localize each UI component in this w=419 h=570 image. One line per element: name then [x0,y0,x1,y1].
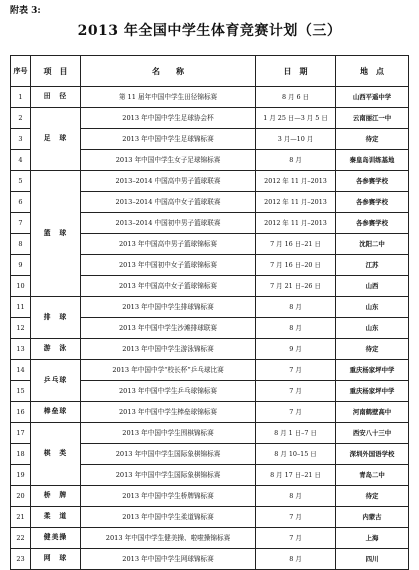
table-header-row [11,56,409,87]
row-number: 9 [11,255,31,276]
row-date: 8 月 [256,549,336,570]
table-row [11,108,409,129]
row-venue: 上海 [336,528,409,549]
row-category: 健美操 [31,528,81,549]
row-category: 田 径 [31,87,81,108]
row-number: 11 [11,297,31,318]
row-date: 8 月 [256,297,336,318]
row-category: 足 球 [31,108,81,171]
row-event-name: 2013–2014 中国高中女子篮球联赛 [81,192,256,213]
table-row [11,423,409,444]
row-number: 19 [11,465,31,486]
table-row [11,339,409,360]
row-number: 8 [11,234,31,255]
row-category: 排 球 [31,297,81,339]
row-venue: 山西平遥中学 [336,87,409,108]
row-date: 7 月 [256,528,336,549]
row-date: 8 月 10–15 日 [256,444,336,465]
row-number: 21 [11,507,31,528]
row-event-name: 2013 年中国中学生围棋锦标赛 [81,423,256,444]
row-number: 10 [11,276,31,297]
row-date: 2012 年 11 月–2013 [256,213,336,234]
row-number: 13 [11,339,31,360]
row-event-name: 2013 年中国中学生足球锦标赛 [81,129,256,150]
row-event-name: 第 11 届年中国中学生田径锦标赛 [81,87,256,108]
row-number: 16 [11,402,31,423]
row-venue: 待定 [336,486,409,507]
row-venue: 待定 [336,129,409,150]
row-number: 17 [11,423,31,444]
row-date: 2012 年 11 月–2013 [256,171,336,192]
row-category: 柔 道 [31,507,81,528]
row-venue: 重庆杨家坪中学 [336,381,409,402]
row-number: 2 [11,108,31,129]
row-date: 9 月 [256,339,336,360]
row-date: 7 月 [256,381,336,402]
table-body [11,87,409,570]
row-venue: 内蒙古 [336,507,409,528]
table-row [11,549,409,570]
table-row [11,87,409,108]
row-date: 3 月—10 月 [256,129,336,150]
table-row [11,507,409,528]
row-event-name: 2013 年中国中学生网球锦标赛 [81,549,256,570]
row-venue: 沈阳二中 [336,234,409,255]
row-date: 7 月 [256,402,336,423]
row-number: 14 [11,360,31,381]
row-event-name: 2013 年中国中学生国际象棋锦标赛 [81,465,256,486]
row-event-name: 2013 年中国中学生桥牌锦标赛 [81,486,256,507]
header-name: 名 称 [81,56,256,87]
row-venue: 山西 [336,276,409,297]
row-event-name: 2013 年中国中学生沙滩排球联赛 [81,318,256,339]
row-number: 18 [11,444,31,465]
table-row [11,297,409,318]
table-row [11,171,409,192]
row-number: 22 [11,528,31,549]
row-date: 8 月 6 日 [256,87,336,108]
row-date: 7 月 [256,360,336,381]
row-category: 桥 牌 [31,486,81,507]
row-event-name: 2013 年中国高中男子篮球锦标赛 [81,234,256,255]
row-venue: 秦皇岛训练基地 [336,150,409,171]
row-event-name: 2013 年中国初中女子篮球锦标赛 [81,255,256,276]
row-number: 3 [11,129,31,150]
row-event-name: 2013 年中国中学生健美操、啦啦操锦标赛 [81,528,256,549]
row-venue: 重庆杨家坪中学 [336,360,409,381]
row-date: 8 月 1 日–7 日 [256,423,336,444]
row-number: 5 [11,171,31,192]
attachment-label: 附表 3: [10,6,41,16]
row-venue: 西安八十三中 [336,423,409,444]
row-venue: 江苏 [336,255,409,276]
row-number: 7 [11,213,31,234]
row-number: 4 [11,150,31,171]
row-date: 1 月 25 日—3 月 5 日 [256,108,336,129]
table-row [11,486,409,507]
row-number: 6 [11,192,31,213]
row-event-name: 2013 年中国中学生女子足球锦标赛 [81,150,256,171]
row-event-name: 2013 年中国中学生游泳锦标赛 [81,339,256,360]
table-row [11,528,409,549]
row-number: 23 [11,549,31,570]
header-date: 日 期 [256,56,336,87]
row-category: 棒垒球 [31,402,81,423]
row-event-name: 2013 年中国中学生足球协会杯 [81,108,256,129]
row-date: 8 月 [256,150,336,171]
row-category: 游 泳 [31,339,81,360]
row-venue: 各参赛学校 [336,213,409,234]
row-date: 7 月 [256,507,336,528]
row-date: 8 月 [256,318,336,339]
row-event-name: 2013–2014 中国高中男子篮球联赛 [81,171,256,192]
row-venue: 云南丽江一中 [336,108,409,129]
row-category: 棋 类 [31,423,81,486]
row-venue: 各参赛学校 [336,192,409,213]
table-row [11,402,409,423]
row-venue: 山东 [336,297,409,318]
row-category: 网 球 [31,549,81,570]
row-event-name: 2013 年中国中学生国际象棋锦标赛 [81,444,256,465]
row-event-name: 2013 年中国高中女子篮球锦标赛 [81,276,256,297]
table-row [11,360,409,381]
row-event-name: 2013 年中国中学生棒垒球锦标赛 [81,402,256,423]
row-number: 12 [11,318,31,339]
row-date: 7 月 16 日–21 日 [256,234,336,255]
row-number: 1 [11,87,31,108]
schedule-table [10,55,409,570]
row-event-name: 2013 年中国中学生乒乓球锦标赛 [81,381,256,402]
row-event-name: 2013–2014 中国初中男子篮球联赛 [81,213,256,234]
row-venue: 深圳外国语学校 [336,444,409,465]
row-venue: 青岛二中 [336,465,409,486]
row-venue: 河南鹤壁高中 [336,402,409,423]
row-date: 7 月 21 日–26 日 [256,276,336,297]
row-date: 2012 年 11 月–2013 [256,192,336,213]
row-date: 8 月 17 日–21 日 [256,465,336,486]
row-event-name: 2013 年中国中学生排球锦标赛 [81,297,256,318]
row-number: 15 [11,381,31,402]
page-title: 2013 年全国中学生体育竞赛计划（三） [77,23,342,39]
row-venue: 各参赛学校 [336,171,409,192]
row-number: 20 [11,486,31,507]
header-number: 序号 [11,56,31,87]
row-venue: 待定 [336,339,409,360]
header-category: 项 目 [31,56,81,87]
row-venue: 山东 [336,318,409,339]
row-venue: 四川 [336,549,409,570]
row-event-name: 2013 年中国中学生柔道锦标赛 [81,507,256,528]
row-event-name: 2013 年中国中学“校长杯”乒乓球比赛 [81,360,256,381]
row-category: 乒乓球 [31,360,81,402]
header-venue: 地 点 [336,56,409,87]
row-category: 篮 球 [31,171,81,297]
row-date: 8 月 [256,486,336,507]
row-date: 7 月 16 日–20 日 [256,255,336,276]
